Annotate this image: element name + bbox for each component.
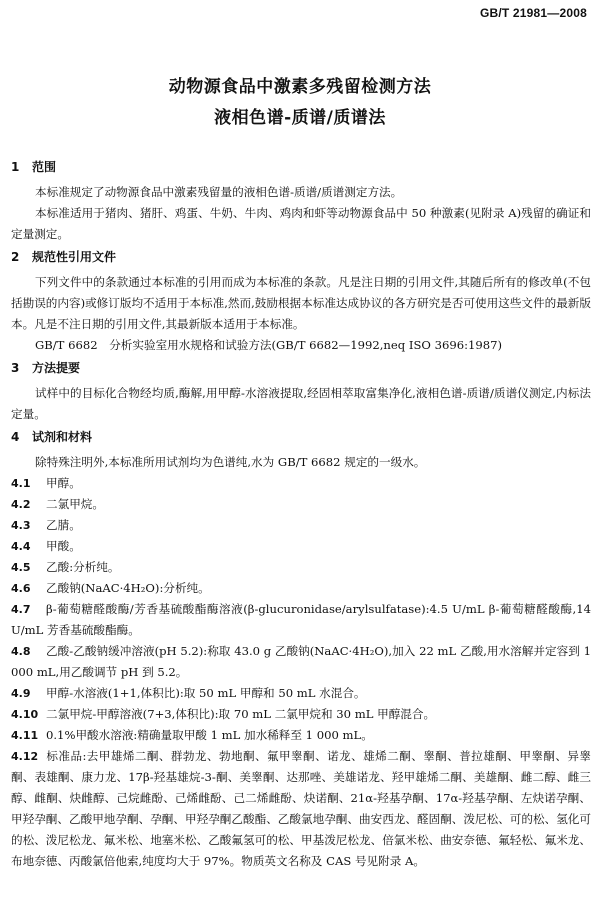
section-3-paragraph-1: 试样中的目标化合物经均质,酶解,用甲醇-水溶液提取,经固相萃取富集净化,液相色谱-质谱/质谱仪测定,内标法定量。 bbox=[11, 386, 591, 421]
list-item: 4.4 甲酸。 bbox=[11, 539, 81, 553]
list-item: 4.3 乙腈。 bbox=[11, 518, 81, 532]
section-2-reference: GB/T 6682 分析实验室用水规格和试验方法(GB/T 6682—1992,neq ISO 3696:1987) bbox=[35, 338, 503, 352]
section-3-heading: 3 方法提要 bbox=[11, 361, 81, 375]
section-4-intro: 除特殊注明外,本标准所用试剂均为色谱纯,水为 GB/T 6682 规定的一级水。 bbox=[35, 455, 426, 469]
section-2-paragraph-1: 下列文件中的条款通过本标准的引用而成为本标准的条款。凡是注日期的引用文件,其随后所有的修改单(不包括勘误的内容)或修订版均不适用于本标准,然而,鼓励根据本标准达成协议的各方研究是否可使用这些文件的最新版本。凡是不注日期的引用文件,其最新版本适用于本标准。 bbox=[11, 275, 591, 331]
list-item: 4.5 乙酸:分析纯。 bbox=[11, 560, 120, 574]
list-item: 4.9 甲醇-水溶液(1+1,体积比):取 50 mL 甲醇和 50 mL 水混合。 bbox=[11, 686, 366, 700]
section-4-heading: 4 试剂和材料 bbox=[11, 430, 93, 444]
list-item: 4.2 二氯甲烷。 bbox=[11, 497, 104, 511]
title-line-1: 动物源食品中激素多残留检测方法 bbox=[168, 77, 432, 97]
list-item: 4.11 0.1%甲酸水溶液:精确量取甲酸 1 mL 加水稀释至 1 000 mL。 bbox=[11, 728, 373, 742]
list-item: 4.7 β-葡萄糖醛酸酶/芳香基硫酸酯酶溶液(β-glucuronidase/arylsulfatase):4.5 U/mL β-葡萄糖醛酸酶,14 U/mL 芳香基硫酸酯酶。 bbox=[11, 602, 591, 637]
section-1-paragraph-2: 本标准适用于猪肉、猪肝、鸡蛋、牛奶、牛肉、鸡肉和虾等动物源食品中 50 种激素(见附录 A)残留的确证和定量测定。 bbox=[11, 206, 591, 241]
section-2-heading: 2 规范性引用文件 bbox=[11, 250, 117, 264]
list-item: 4.10 二氯甲烷-甲醇溶液(7+3,体积比):取 70 mL 二氯甲烷和 30 mL 甲醇混合。 bbox=[11, 707, 436, 721]
list-item: 4.6 乙酸钠(NaAC·4H₂O):分析纯。 bbox=[11, 581, 210, 595]
section-1-heading: 1 范围 bbox=[11, 160, 57, 174]
list-item: 4.1 甲醇。 bbox=[11, 476, 81, 490]
standard-code: GB/T 21981—2008 bbox=[479, 6, 587, 20]
document-title bbox=[0, 72, 600, 134]
list-item: 4.12 标准品:去甲雄烯二酮、群勃龙、勃地酮、氟甲睾酮、诺龙、雄烯二酮、睾酮、普拉雄酮、甲睾酮、异睾酮、表雄酮、康力龙、17β-羟基雄烷-3-酮、美睾酮、达那唑、美雄诺龙、羟甲雄烯二酮、美雄酮、雌二醇、雌三醇、雌酮、炔雌醇、己烷雌酚、己烯雌酚、己二烯雌酚、炔诺酮、21α-羟基孕酮、17α-羟基孕酮、左炔诺孕酮、甲羟孕酮、乙酸甲地孕酮、孕酮、甲羟孕酮乙酸酯、乙酸氯地孕酮、曲安西龙、醛固酮、泼尼松、可的松、氢化可的松、泼尼松龙、氟米松、地塞米松、乙酸氟氢可的松、甲基泼尼松龙、倍氯米松、曲安奈德、氟轻松、氟米龙、布地奈德、丙酸氯倍他索,纯度均大于 97%。物质英文名称及 CAS 号见附录 A。 bbox=[11, 749, 591, 868]
document-body bbox=[11, 159, 591, 872]
section-1-paragraph-1: 本标准规定了动物源食品中激素残留量的液相色谱-质谱/质谱测定方法。 bbox=[35, 185, 403, 199]
list-item: 4.8 乙酸-乙酸钠缓冲溶液(pH 5.2):称取 43.0 g 乙酸钠(NaAC·4H₂O),加入 22 mL 乙酸,用水溶解并定容到 1 000 mL,用乙酸调节 pH 到 5.2。 bbox=[11, 644, 591, 679]
title-line-2: 液相色谱-质谱/质谱法 bbox=[214, 108, 386, 128]
